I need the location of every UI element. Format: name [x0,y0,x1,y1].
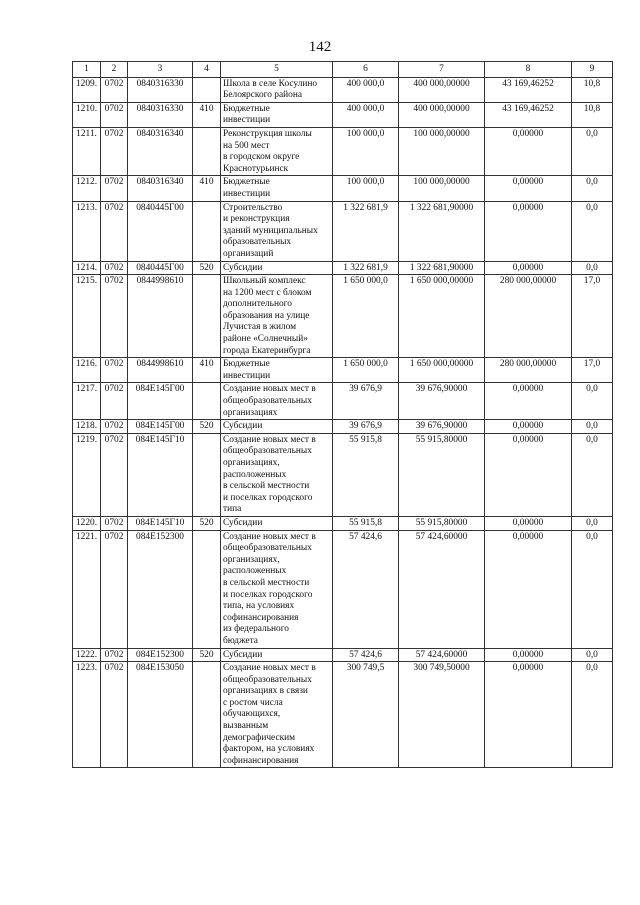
planned-amount-cell: 57 424,6 [333,648,399,662]
planned-amount-cell: 1 322 681,9 [333,261,399,275]
section-code-cell: 0702 [101,383,128,420]
item-name-cell: Субсидии [221,648,333,662]
executed-amount-cell: 0,00000 [485,433,572,516]
target-article-code-cell: 0840316330 [128,102,193,127]
target-article-code-cell: 0840445Г00 [128,261,193,275]
expense-type-code-cell [193,383,221,420]
executed-amount-cell: 0,00000 [485,127,572,175]
expense-type-code-cell: 410 [193,102,221,127]
section-code-cell: 0702 [101,102,128,127]
row-number-cell: 1218. [73,420,101,434]
item-name-cell: Строительство и реконструкция зданий муниципальных образовательных организаций [221,201,333,261]
execution-percent-cell: 17,0 [572,275,613,358]
approved-amount-cell: 57 424,60000 [399,530,485,648]
execution-percent-cell: 0,0 [572,516,613,530]
expense-type-code-cell [193,77,221,102]
target-article-code-cell: 084E152300 [128,530,193,648]
section-code-cell: 0702 [101,662,128,768]
approved-amount-cell: 100 000,00000 [399,176,485,201]
table-row [73,102,613,127]
item-name-cell: Школа в селе Косулино Белоярского района [221,77,333,102]
item-name-cell: Бюджетные инвестиции [221,102,333,127]
table-row [73,176,613,201]
section-code-cell: 0702 [101,261,128,275]
section-code-cell: 0702 [101,77,128,102]
expense-type-code-cell: 410 [193,358,221,383]
table-row [73,358,613,383]
expense-type-code-cell [193,530,221,648]
execution-percent-cell: 0,0 [572,530,613,648]
table-row [73,662,613,768]
row-number-cell: 1209. [73,77,101,102]
row-number-cell: 1212. [73,176,101,201]
approved-amount-cell: 55 915,80000 [399,516,485,530]
item-name-cell: Создание новых мест в общеобразовательных организациях, расположенных в сельской местности и поселках городского типа [221,433,333,516]
column-header-5: 5 [221,62,333,78]
row-number-cell: 1217. [73,383,101,420]
table-row [73,383,613,420]
execution-percent-cell: 0,0 [572,433,613,516]
section-code-cell: 0702 [101,176,128,201]
executed-amount-cell: 0,00000 [485,420,572,434]
table-row [73,201,613,261]
target-article-code-cell: 084E152300 [128,648,193,662]
target-article-code-cell: 0840316340 [128,176,193,201]
executed-amount-cell: 0,00000 [485,201,572,261]
approved-amount-cell: 1 650 000,00000 [399,275,485,358]
approved-amount-cell: 100 000,00000 [399,127,485,175]
table-row [73,261,613,275]
planned-amount-cell: 400 000,0 [333,77,399,102]
column-header-9: 9 [572,62,613,78]
table-row [73,420,613,434]
row-number-cell: 1215. [73,275,101,358]
item-name-cell: Школьный комплекс на 1200 мест с блоком дополнительного образования на улице Лучистая в жилом районе «Солнечный» города Екатеринбурга [221,275,333,358]
header-row [73,62,613,78]
execution-percent-cell: 17,0 [572,358,613,383]
approved-amount-cell: 39 676,90000 [399,383,485,420]
item-name-cell: Бюджетные инвестиции [221,358,333,383]
table-row [73,530,613,648]
target-article-code-cell: 0840445Г00 [128,201,193,261]
executed-amount-cell: 0,00000 [485,176,572,201]
expense-type-code-cell [193,201,221,261]
section-code-cell: 0702 [101,275,128,358]
executed-amount-cell: 0,00000 [485,530,572,648]
planned-amount-cell: 400 000,0 [333,102,399,127]
expense-type-code-cell [193,275,221,358]
target-article-code-cell: 084E145Г10 [128,433,193,516]
executed-amount-cell: 0,00000 [485,261,572,275]
approved-amount-cell: 1 650 000,00000 [399,358,485,383]
table-row [73,648,613,662]
executed-amount-cell: 0,00000 [485,383,572,420]
row-number-cell: 1220. [73,516,101,530]
planned-amount-cell: 39 676,9 [333,420,399,434]
table-row [73,516,613,530]
target-article-code-cell: 0840316330 [128,77,193,102]
row-number-cell: 1221. [73,530,101,648]
row-number-cell: 1223. [73,662,101,768]
table-row [73,127,613,175]
planned-amount-cell: 1 322 681,9 [333,201,399,261]
row-number-cell: 1214. [73,261,101,275]
section-code-cell: 0702 [101,433,128,516]
column-header-8: 8 [485,62,572,78]
target-article-code-cell: 084E145Г00 [128,383,193,420]
item-name-cell: Создание новых мест в общеобразовательных организациях в связи с ростом числа обучающихся, вызванным демографическим фактором, на условиях софинансирования [221,662,333,768]
approved-amount-cell: 55 915,80000 [399,433,485,516]
row-number-cell: 1213. [73,201,101,261]
target-article-code-cell: 0844998610 [128,358,193,383]
table-row [73,275,613,358]
approved-amount-cell: 57 424,60000 [399,648,485,662]
expense-type-code-cell: 410 [193,176,221,201]
approved-amount-cell: 1 322 681,90000 [399,201,485,261]
execution-percent-cell: 0,0 [572,127,613,175]
column-header-6: 6 [333,62,399,78]
section-code-cell: 0702 [101,358,128,383]
approved-amount-cell: 400 000,00000 [399,77,485,102]
item-name-cell: Субсидии [221,420,333,434]
planned-amount-cell: 100 000,0 [333,176,399,201]
planned-amount-cell: 300 749,5 [333,662,399,768]
executed-amount-cell: 0,00000 [485,662,572,768]
execution-percent-cell: 0,0 [572,648,613,662]
item-name-cell: Создание новых мест в общеобразовательных организациях, расположенных в сельской местности и поселках городского типа, на условиях софинансирования из федерального бюджета [221,530,333,648]
budget-table [72,61,613,768]
item-name-cell: Создание новых мест в общеобразовательных организациях [221,383,333,420]
target-article-code-cell: 084E153050 [128,662,193,768]
expense-type-code-cell: 520 [193,420,221,434]
section-code-cell: 0702 [101,530,128,648]
planned-amount-cell: 55 915,8 [333,516,399,530]
section-code-cell: 0702 [101,127,128,175]
section-code-cell: 0702 [101,648,128,662]
column-header-4: 4 [193,62,221,78]
approved-amount-cell: 39 676,90000 [399,420,485,434]
execution-percent-cell: 0,0 [572,176,613,201]
table-row [73,433,613,516]
approved-amount-cell: 300 749,50000 [399,662,485,768]
expense-type-code-cell: 520 [193,648,221,662]
execution-percent-cell: 0,0 [572,420,613,434]
expense-type-code-cell [193,662,221,768]
column-header-2: 2 [101,62,128,78]
target-article-code-cell: 0840316340 [128,127,193,175]
executed-amount-cell: 280 000,00000 [485,275,572,358]
section-code-cell: 0702 [101,516,128,530]
planned-amount-cell: 100 000,0 [333,127,399,175]
row-number-cell: 1219. [73,433,101,516]
target-article-code-cell: 084E145Г00 [128,420,193,434]
row-number-cell: 1210. [73,102,101,127]
section-code-cell: 0702 [101,201,128,261]
executed-amount-cell: 0,00000 [485,516,572,530]
planned-amount-cell: 39 676,9 [333,383,399,420]
approved-amount-cell: 400 000,00000 [399,102,485,127]
item-name-cell: Субсидии [221,516,333,530]
expense-type-code-cell [193,127,221,175]
column-header-7: 7 [399,62,485,78]
section-code-cell: 0702 [101,420,128,434]
planned-amount-cell: 55 915,8 [333,433,399,516]
approved-amount-cell: 1 322 681,90000 [399,261,485,275]
table-body [73,77,613,768]
planned-amount-cell: 1 650 000,0 [333,358,399,383]
expense-type-code-cell [193,433,221,516]
row-number-cell: 1216. [73,358,101,383]
item-name-cell: Бюджетные инвестиции [221,176,333,201]
expense-type-code-cell: 520 [193,261,221,275]
execution-percent-cell: 10,8 [572,102,613,127]
expense-type-code-cell: 520 [193,516,221,530]
table-row [73,77,613,102]
executed-amount-cell: 43 169,46252 [485,77,572,102]
target-article-code-cell: 084E145Г10 [128,516,193,530]
target-article-code-cell: 0844998610 [128,275,193,358]
column-header-1: 1 [73,62,101,78]
planned-amount-cell: 1 650 000,0 [333,275,399,358]
page-number: 142 [308,39,332,55]
executed-amount-cell: 0,00000 [485,648,572,662]
execution-percent-cell: 0,0 [572,662,613,768]
planned-amount-cell: 57 424,6 [333,530,399,648]
row-number-cell: 1222. [73,648,101,662]
execution-percent-cell: 0,0 [572,201,613,261]
item-name-cell: Субсидии [221,261,333,275]
row-number-cell: 1211. [73,127,101,175]
executed-amount-cell: 43 169,46252 [485,102,572,127]
executed-amount-cell: 280 000,00000 [485,358,572,383]
execution-percent-cell: 0,0 [572,383,613,420]
execution-percent-cell: 0,0 [572,261,613,275]
column-header-3: 3 [128,62,193,78]
execution-percent-cell: 10,8 [572,77,613,102]
item-name-cell: Реконструкция школы на 500 мест в городском округе Краснотурьинск [221,127,333,175]
